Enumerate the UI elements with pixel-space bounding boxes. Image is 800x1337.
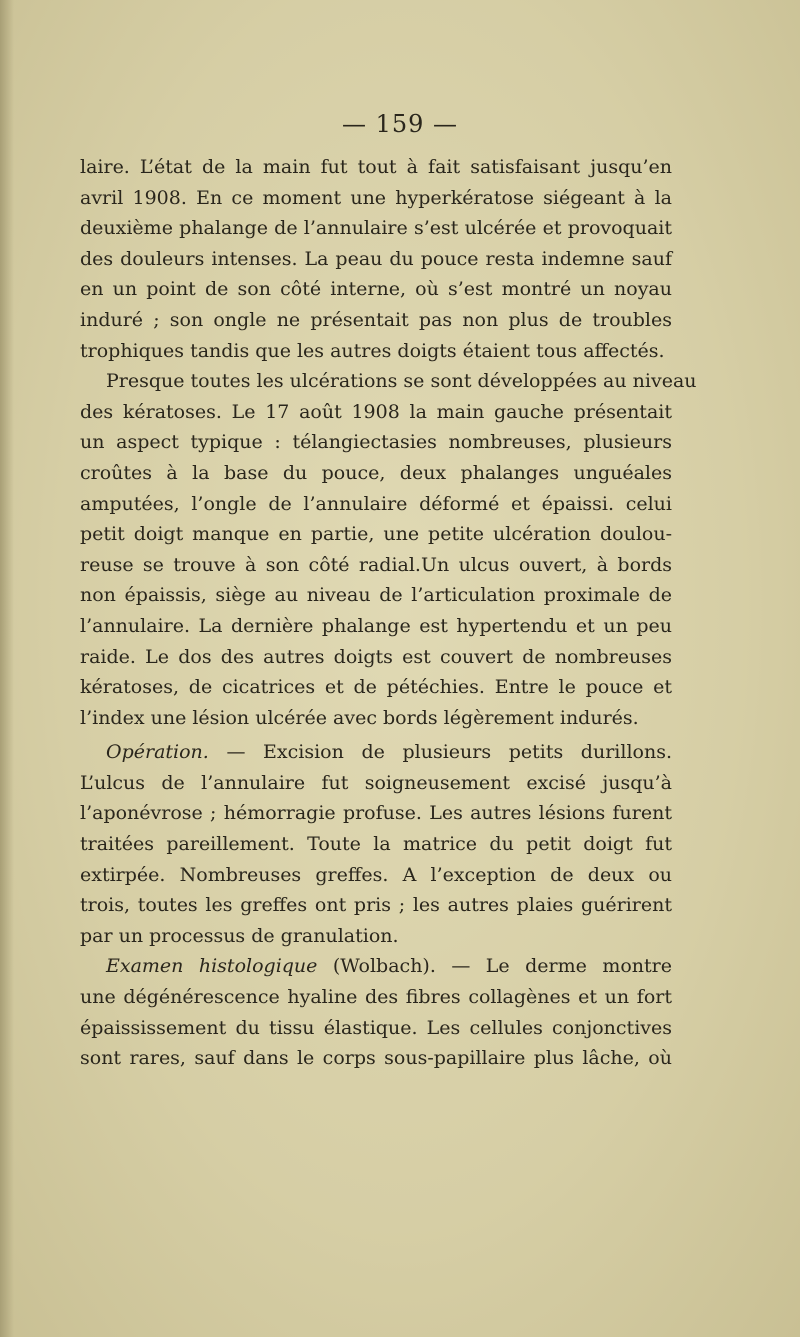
- text-line: des douleurs intenses. La peau du pouce resta indemne sauf: [80, 247, 672, 270]
- text-line: avril 1908. En ce moment une hyperkératose siégeant à la: [80, 186, 672, 209]
- text-line: extirpée. Nombreuses greffes. A l’exception de deux ou: [80, 863, 672, 886]
- text-line: trophiques tandis que les autres doigts étaient tous affectés.: [80, 339, 665, 362]
- section-heading-operation: Opération.: [106, 741, 209, 764]
- text-line: l’annulaire. La dernière phalange est hypertendu et un peu: [80, 614, 672, 637]
- text-line: en un point de son côté interne, où s’est montré un noyau: [80, 278, 672, 301]
- text-line: laire. L’état de la main fut tout à fait satisfaisant jusqu’en: [80, 156, 672, 178]
- text-line: amputées, l’ongle de l’annulaire déformé et épaissi. celui: [80, 492, 672, 515]
- text-line: induré ; son ongle ne présentait pas non plus de troubles: [80, 308, 672, 331]
- text-line: une dégénérescence hyaline des fibres collagènes et un fort: [80, 986, 672, 1009]
- text-line: épaississement du tissu élastique. Les cellules conjonctives: [80, 1016, 672, 1039]
- text-line: Presque toutes les ulcérations se sont développées au niveau: [106, 370, 697, 393]
- text-line: sont rares, sauf dans le corps sous-papillaire plus lâche, où: [80, 1047, 672, 1070]
- text-line: [80, 737, 672, 768]
- text-line: par un processus de granulation.: [80, 924, 399, 947]
- text-line: croûtes à la base du pouce, deux phalanges unguéales: [80, 461, 672, 484]
- text-line: kératoses, de cicatrices et de pétéchies. Entre le pouce et: [80, 676, 672, 699]
- text-line: raide. Le dos des autres doigts est couvert de nombreuses: [80, 645, 672, 668]
- text-line: traitées pareillement. Toute la matrice du petit doigt fut: [80, 833, 672, 856]
- text-line: des kératoses. Le 17 août 1908 la main gauche présentait: [80, 400, 672, 423]
- body-text: [80, 152, 697, 1074]
- text-line: [80, 951, 672, 982]
- text-line: trois, toutes les greffes ont pris ; les autres plaies guérirent: [80, 894, 672, 917]
- text-line: reuse se trouve à son côté radial.Un ulcus ouvert, à bords: [80, 553, 672, 576]
- text-line: deuxième phalange de l’annulaire s’est ulcérée et provoquait: [80, 217, 672, 240]
- text-line: L’ulcus de l’annulaire fut soigneusement excisé jusqu’à: [80, 771, 672, 794]
- text-line: l’aponévrose ; hémorragie profuse. Les autres lésions furent: [80, 802, 672, 825]
- text-line-rest: (Wolbach). — Le derme montre: [332, 955, 672, 978]
- section-heading-examen: Examen histologique: [106, 955, 318, 978]
- text-line: l’index une lésion ulcérée avec bords légèrement indurés.: [80, 706, 639, 729]
- text-line: un aspect typique : télangiectasies nombreuses, plusieurs: [80, 431, 672, 454]
- text-line-rest: — Excision de plusieurs petits durillons.: [226, 741, 672, 764]
- page-binding-shadow: [0, 0, 14, 1337]
- text-line: non épaissis, siège au niveau de l’articulation proximale de: [80, 584, 672, 607]
- text-line: petit doigt manque en partie, une petite ulcération doulou-: [80, 523, 672, 546]
- page-number: — 159 —: [341, 110, 459, 138]
